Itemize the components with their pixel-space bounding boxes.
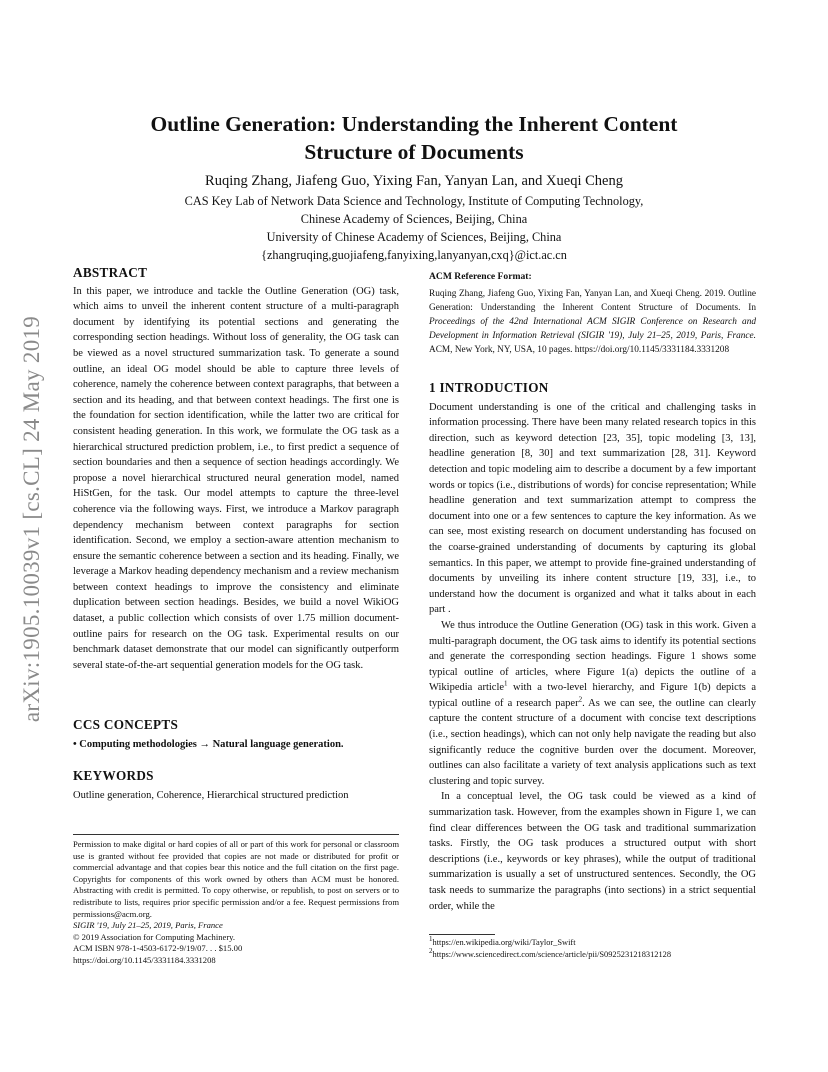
affiliation-line: Chinese Academy of Sciences, Beijing, China	[300, 212, 528, 226]
venue	[73, 920, 399, 932]
acm-reference-publisher: ACM, New York, NY, USA, 10 pages. https://doi.org/10.1145/3331184.3331208	[429, 344, 730, 355]
keywords-section	[73, 768, 399, 803]
acm-reference	[429, 269, 756, 357]
affiliation-email: {zhangruqing,guojiafeng,fanyixing,lanyanyan,cxq}@ict.ac.cn	[261, 248, 567, 262]
ccs-section	[73, 717, 399, 752]
footnote-1-mark: 1	[504, 679, 508, 688]
intro-paragraph-2-part: with a two-level hierarchy, and Figure 1(b) depicts a typical outline of a research paper	[429, 682, 756, 709]
intro-paragraph-2-part: . As we can see, the outline can clearly capture the content structure of a document with concise text descriptions (i.e., section headings), which can not only help navigate the reading but also significantly reduce the cognitive burden over the document. Moreover, outlines can also facilitate a variety of text analysis applications such as text clustering and topic survey.	[429, 697, 756, 787]
intro-paragraph-2-part: We thus introduce the Outline Generation (OG) task in this work. Given a multi-paragraph document, the OG task aims to identify its potential sections and generate the corresponding section headings. Figure 1 shows some typical outline of articles, where Figure 1(a) depicts the outline of a Wikipedia article	[429, 619, 756, 694]
abstract-heading: ABSTRACT	[73, 265, 148, 280]
footnote-2	[429, 949, 756, 961]
footnote-2-mark: 2	[578, 695, 583, 704]
footnote-1-text: https://en.wikipedia.org/wiki/Taylor_Swift	[432, 938, 576, 947]
keywords-text: Outline generation, Coherence, Hierarchical structured prediction	[73, 789, 349, 801]
footnote-rule	[429, 934, 495, 935]
affiliation-line: University of Chinese Academy of Sciences, Beijing, China	[266, 230, 562, 244]
arxiv-stamp	[12, 284, 52, 754]
permission-block	[73, 839, 399, 967]
acm-reference-heading: ACM Reference Format:	[429, 271, 532, 282]
permission-rule	[73, 834, 399, 835]
intro-paragraph-1: Document understanding is one of the critical and challenging tasks in information processing. There have been many related research topics in this direction, such as keyword detection [23, 35], topic modeling [3, 13], headline generation [8, 30] and text summarization [28, 31]. Keyword detection and topic modeling aim to describe a document by a few important words or topics (i.e., distributions of words) for concise representation; While headline generation and text summarization attempt to compress the document into one or a few sentences to capture the key information. As we can see, most existing research on document understanding has focused on the coarse-grained understanding of documents by capturing its global semantics. In this paper, we attempt to provide fine-grained understanding of documents by unveiling its inhere content structure [19, 33], i.e., to understand how the document is organized and what it talks about in each part .	[429, 401, 756, 616]
ccs-heading: CCS CONCEPTS	[73, 717, 179, 732]
ccs-text: • Computing methodologies → Natural language generation.	[73, 738, 344, 750]
authors: Ruqing Zhang, Jiafeng Guo, Yixing Fan, Yanyan Lan, and Xueqi Cheng	[205, 173, 623, 189]
acm-reference-text	[429, 287, 756, 357]
introduction-section	[429, 380, 756, 914]
intro-paragraph-3: In a conceptual level, the OG task could be viewed as a kind of summarization task. However, from the examples shown in Figure 1, we can find clear differences between the OG task and traditional summarization tasks. Firstly, the OG task produces a structured output with short descriptions (i.e., keywords or key phrases), while the output of traditional summarization is usually a set of unstructured sentences. Secondly, the OG task needs to summarize the paragraphs (into sections) in a strict sequential order, while the	[429, 791, 756, 912]
doi: https://doi.org/10.1145/3331184.3331208	[73, 954, 216, 965]
venue-text: SIGIR '19, July 21–25, 2019, Paris, France	[73, 920, 223, 931]
footnote-1	[429, 937, 756, 949]
abstract-text: In this paper, we introduce and tackle the Outline Generation (OG) task, which aims to unveil the inherent content structure of a multi-paragraph document by identifying its potential sections and generating the corresponding section headings. Without loss of generality, the OG task can be viewed as a novel structured summarization task. To generate a sound outline, an ideal OG model should be able to capture three levels of coherence, namely the coherence between context paragraphs, that between a section and its heading, and that between context headings. The first one is the foundation for section identification, while the latter two are critical for consistent heading generation. In this work, we formulate the OG task as a hierarchical structured prediction problem, i.e., to first predict a sequence of section boundaries and then a sequence of section headings accordingly. We propose a novel hierarchical structured neural generation model, named HiStGen, for the task. Our model attempts to capture the three-level coherence via the following ways. First, we introduce a Markov paragraph dependency mechanism between context paragraphs for section identification. Second, we employ a section-aware attention mechanism to ensure the semantic coherence between a section and its heading. Finally, we leverage a Markov heading dependency mechanism and a review mechanism between context headings to improve the consistency and eliminate duplication between section headings. Besides, we build a novel WikiOG dataset, a public collection which consists of over 1.75 million document-outline pairs for research on the OG task. Experimental results on our benchmark dataset demonstrate that our model can significantly outperform several state-of-the-art sequential generation models for the OG task.	[73, 285, 399, 671]
copyright: © 2019 Association for Computing Machinery.	[73, 931, 236, 942]
isbn: ACM ISBN 978-1-4503-6172-9/19/07. . . $15.00	[73, 943, 243, 954]
title-line-1: Outline Generation: Understanding the Inherent Content	[150, 112, 678, 136]
footnote-1-number: 1	[429, 935, 433, 944]
footnote-2-number: 2	[429, 947, 433, 956]
acm-reference-citation: Ruqing Zhang, Jiafeng Guo, Yixing Fan, Yanyan Lan, and Xueqi Cheng. 2019. Outline Generation: Understanding the Inherent Content Structure of Documents. In	[429, 288, 756, 313]
footnote-2-text: https://www.sciencedirect.com/science/article/pii/S0925231218312128	[432, 950, 672, 959]
arxiv-stamp-text: arXiv:1905.10039v1 [cs.CL] 24 May 2019	[19, 315, 44, 723]
keywords-heading: KEYWORDS	[73, 768, 154, 783]
affiliation-line: CAS Key Lab of Network Data Science and Technology, Institute of Computing Technology,	[184, 194, 644, 208]
permission-text: Permission to make digital or hard copies of all or part of this work for personal or classroom use is granted without fee provided that copies are not made or distributed for profit or commercial advantage and that copies bear this notice and the full citation on the first page. Copyrights for components of this work owned by others than ACM must be honored. Abstracting with credit is permitted. To copy otherwise, or republish, to post on servers or to redistribute to lists, requires prior specific permission and/or a fee. Request permissions from permissions@acm.org.	[73, 839, 399, 919]
paper-title	[74, 110, 754, 166]
affiliation	[74, 192, 754, 264]
intro-paragraph-2	[429, 618, 756, 790]
title-line-2: Structure of Documents	[304, 140, 524, 164]
acm-reference-proceedings: Proceedings of the 42nd International ACM SIGIR Conference on Research and Development in Information Retrieval (SIGIR '19), July 21–25, 2019, Paris, France.	[429, 316, 756, 341]
abstract-section	[73, 265, 399, 673]
footnotes	[429, 937, 756, 961]
introduction-heading: 1 INTRODUCTION	[429, 380, 549, 395]
